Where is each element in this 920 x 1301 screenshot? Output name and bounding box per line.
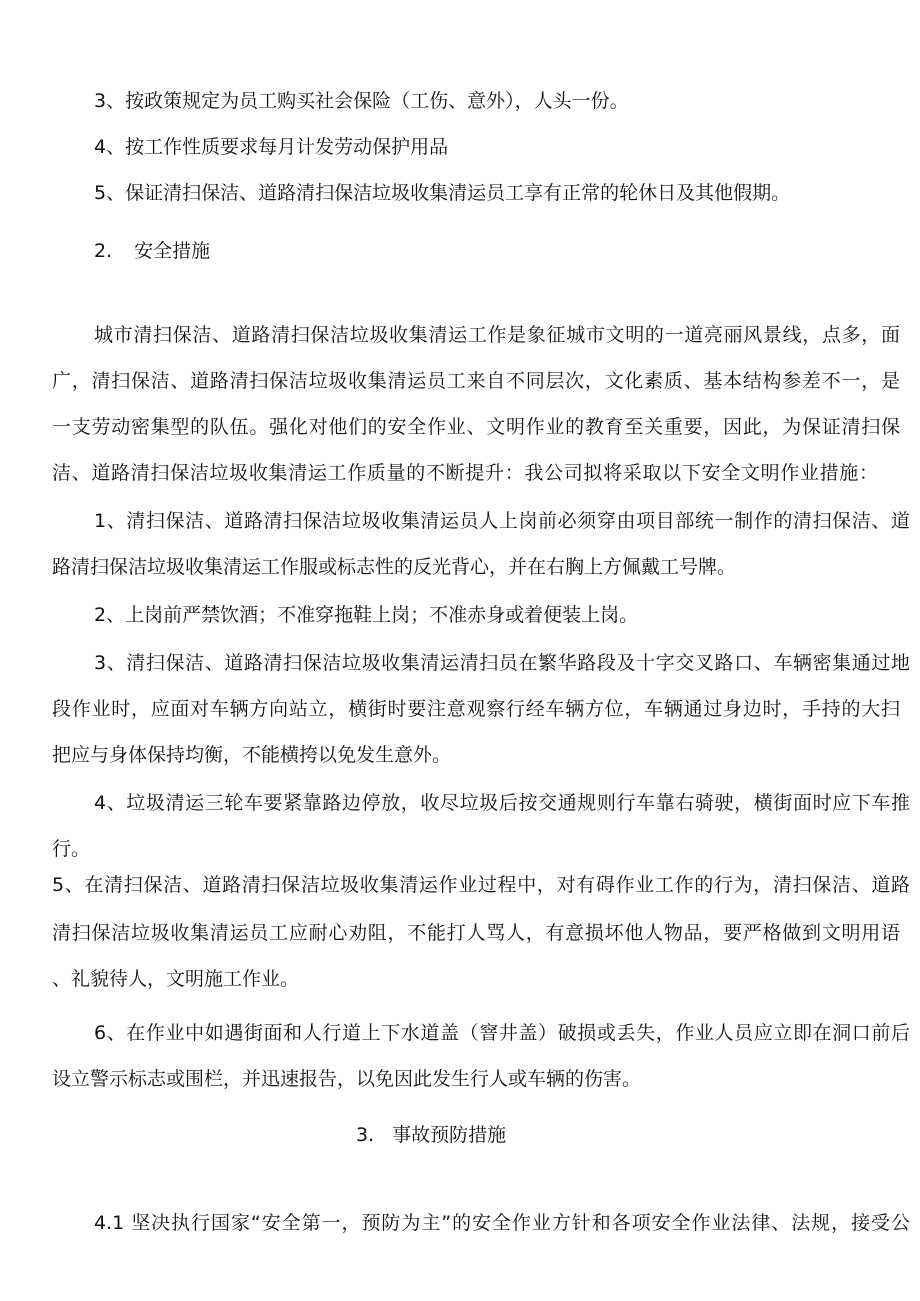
paragraph-line: 2、上岗前严禁饮酒；不准穿拖鞋上岗；不准赤身或着便装上岗。 [94,604,639,626]
section-heading [356,1116,506,1154]
paragraph-line: 6、在作业中如遇街面和人行道上下水道盖（窨井盖）破损或丢失，作业人员应立即在洞口前后 [94,1022,910,1044]
list-item: 5、保证清扫保洁、道路清扫保洁垃圾收集清运员工享有正常的轮休日及其他假期。 [94,182,791,204]
paragraph-line: 设立警示标志或围栏，并迅速报告，以免因此发生行人或车辆的伤害。 [52,1068,642,1090]
section-title: 安全措施 [134,240,211,262]
paragraph-line: 城市清扫保洁、道路清扫保洁垃圾收集清运工作是象征城市文明的一道亮丽风景线，点多，面 [94,324,900,346]
paragraph-line: 3、清扫保洁、道路清扫保洁垃圾收集清运清扫员在繁华路段及十字交叉路口、车辆密集通过地 [94,652,910,674]
paragraph-line: 4、垃圾清运三轮车要紧靠路边停放，收尽垃圾后按交通规则行车靠右骑驶，横街面时应下车推 [94,792,910,814]
paragraph-line: 洁、道路清扫保洁垃圾收集清运工作质量的不断提升：我公司拟将采取以下安全文明作业措施： [52,462,878,484]
paragraph-line: 4.1 坚决执行国家“安全第一，预防为主”的安全作业方针和各项安全作业法律、法规，接受公 [94,1212,910,1234]
paragraph-line: 段作业时，应面对车辆方向站立，横街时要注意观察行经车辆方位，车辆通过身边时，手持的大扫 [52,698,900,720]
paragraph-line: 路清扫保洁垃圾收集清运工作服或标志性的反光背心，并在右胸上方佩戴工号牌。 [52,556,737,578]
paragraph-line: 一支劳动密集型的队伍。强化对他们的安全作业、文明作业的教育至关重要，因此，为保证清扫保 [52,416,900,438]
section-number: 2. [94,240,113,262]
section-number: 3. [356,1124,375,1146]
paragraph-line: 1、清扫保洁、道路清扫保洁垃圾收集清运员人上岗前必须穿由项目部统一制作的清扫保洁、道 [94,510,910,532]
paragraph-line: 把应与身体保持均衡，不能横挎以免发生意外。 [52,744,452,766]
paragraph-line: 清扫保洁垃圾收集清运员工应耐心劝阻，不能打人骂人，有意损坏他人物品，要严格做到文明用语 [52,922,900,944]
paragraph-line: 行。 [52,838,91,860]
paragraph-line: 广，清扫保洁、道路清扫保洁垃圾收集清运员工来自不同层次，文化素质、基本结构参差不一，是 [52,370,900,392]
list-item: 4、按工作性质要求每月计发劳动保护用品 [94,136,449,158]
section-heading [94,232,210,270]
paragraph-line: 5、在清扫保洁、道路清扫保洁垃圾收集清运作业过程中，对有碍作业工作的行为，清扫保洁、道路 [52,874,910,896]
paragraph-line: 、礼貌待人，文明施工作业。 [52,968,300,990]
list-item: 3、按政策规定为员工购买社会保险（工伤、意外），人头一份。 [94,90,629,112]
section-title: 事故预防措施 [392,1124,507,1146]
